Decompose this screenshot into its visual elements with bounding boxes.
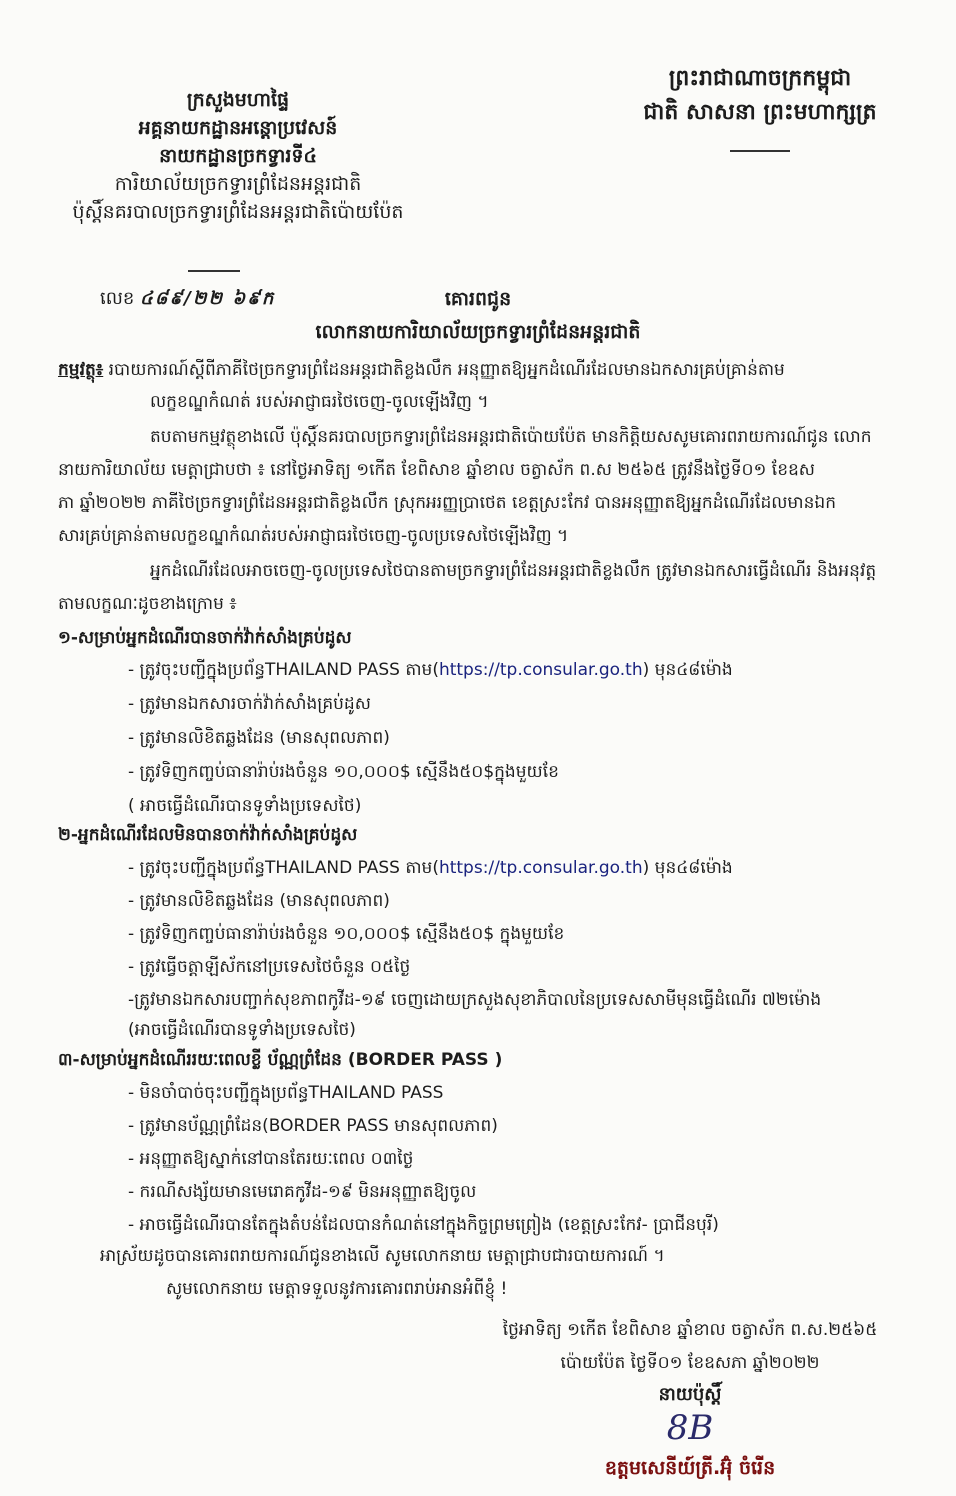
department-line: អគ្គនាយកដ្ឋានអន្តោប្រវេសន៍ bbox=[138, 117, 338, 139]
signatory-title: នាយប៉ុស្តិ៍ bbox=[658, 1384, 722, 1405]
kingdom-line: ព្រះរាជាណាចក្រកម្ពុជា bbox=[668, 66, 852, 91]
section-2-item bbox=[128, 854, 733, 882]
section-1-item: - ត្រូវទិញកញ្ចប់ធានារ៉ាប់រងចំនួន ១០,០០០$ ស្មើនឹង៥០$ក្នុងមួយខែ bbox=[128, 762, 559, 782]
kingdom-divider bbox=[730, 150, 790, 152]
thailand-pass-link[interactable]: https://tp.consular.go.th bbox=[438, 858, 643, 878]
section-1-item bbox=[128, 656, 733, 684]
thailand-pass-link[interactable]: https://tp.consular.go.th bbox=[438, 660, 643, 680]
section-2-heading: ២-អ្នកដំណើរដែលមិនបានចាក់វ៉ាក់សាំងគ្រប់ដូស bbox=[58, 825, 358, 845]
section-2-item: - ត្រូវធ្វើចត្តាឡីស័កនៅប្រទេសថៃចំនួន ០៥ថ្ងៃ bbox=[128, 957, 411, 977]
section-2-item: - ត្រូវទិញកញ្ចប់ធានារ៉ាប់រងចំនួន ១០,០០០$ ស្មើនឹង៥០$ ក្នុងមួយខែ bbox=[128, 924, 565, 944]
addressee-name: លោកនាយការិយាល័យច្រកទ្វារព្រំដែនអន្តរជាតិ bbox=[315, 321, 641, 343]
solar-date: ប៉ោយប៉ែត ថ្ងៃទី០១ ខែឧសភា ឆ្នាំ២០២២ bbox=[560, 1353, 820, 1373]
addressee-heading: គោរពជូន bbox=[444, 288, 512, 310]
subject-line-1 bbox=[58, 356, 785, 384]
motto-line: ជាតិ សាសនា ព្រះមហាក្សត្រ bbox=[643, 100, 877, 125]
intro-line-3: ភា ឆ្នាំ២០២២ ភាគីថៃច្រកទ្វារព្រំដែនអន្តរជាតិខ្លងលឹក ស្រុកអរញ្ញប្រាថេត ខេត្តស្រះកែវ បានអនុញ្ញាតឱ្យអ្នកដំណើរដែលមានឯក bbox=[58, 493, 836, 513]
intro-line-4: សារគ្រប់គ្រាន់តាមលក្ខខណ្ឌកំណត់របស់អាជ្ញាធរថៃចេញ-ចូលប្រទេសថៃឡើងវិញ ។ bbox=[58, 526, 569, 546]
intro-line-1: តបតាមកម្មវត្ថុខាងលើ ប៉ុស្តិ៍នគរបាលច្រកទ្វារព្រំដែនអន្តរជាតិប៉ោយប៉ែត មានកិត្តិយសសូមគោរពរាយការណ៍ជូន លោក bbox=[150, 427, 872, 447]
section-3-item: - មិនចាំបាច់ចុះបញ្ជីក្នុងប្រព័ន្ធTHAILAND PASS bbox=[128, 1083, 444, 1103]
section-1-heading: ១-សម្រាប់អ្នកដំណើរបានចាក់វ៉ាក់សាំងគ្រប់ដូស bbox=[58, 628, 352, 648]
section-3-item: - ករណីសង្ស័យមានមេរោគកូវីដ-១៩ មិនអនុញ្ញាតឱ្យចូល bbox=[128, 1182, 477, 1202]
section-3-item: - អនុញ្ញាតឱ្យស្នាក់នៅបានតែរយៈពេល ០៣ថ្ងៃ bbox=[128, 1149, 414, 1169]
subject-line-2: លក្ខខណ្ឌកំណត់ របស់អាជ្ញាធរថៃចេញ-ចូលឡើងវិញ ។ bbox=[150, 392, 489, 412]
subject-text-1: របាយការណ៍ស្តីពីភាគីថៃច្រកទ្វារព្រំដែនអន្តរជាតិខ្លងលឹក អនុញ្ញាតឱ្យអ្នកដំណើរដែលមានឯកសារគ្រប់គ្រាន់តាម bbox=[108, 360, 785, 380]
section-2-item: - ត្រូវមានលិខិតឆ្លងដែន (មានសុពលភាព) bbox=[128, 891, 390, 911]
section-3-item: - អាចធ្វើដំណើរបានតែក្នុងតំបន់ដែលបានកំណត់នៅក្នុងកិច្ចព្រមព្រៀង (ខេត្តស្រះកែវ- ប្រាជីនបុរី) bbox=[128, 1215, 719, 1235]
post-line: ប៉ុស្តិ៍នគរបាលច្រកទ្វារព្រំដែនអន្តរជាតិប៉ោយប៉ែត bbox=[72, 201, 404, 223]
intro-line-2: នាយការិយាល័យ មេត្តាជ្រាបថា ៖ នៅថ្ងៃអាទិត្យ ១កើត ខែពិសាខ ឆ្នាំខាល ចត្វាស័ក ព.ស ២៥៦៥ ត្រូវនឹងថ្ងៃទី០១ ខែឧស bbox=[58, 460, 815, 480]
kingdom-header bbox=[600, 62, 920, 130]
office-line: ការិយាល័យច្រកទ្វារព្រំដែនអន្តរជាតិ bbox=[114, 173, 362, 195]
reference-number: ៤៨៩/២២ ៦៩ក bbox=[140, 288, 276, 309]
reference-label: លេខ bbox=[100, 288, 135, 309]
section-3-heading: ៣-សម្រាប់អ្នកដំណើររយៈពេលខ្លី ប័ណ្ណព្រំដែន (BORDER PASS ) bbox=[58, 1050, 503, 1070]
section-1-item: - ត្រូវមានលិខិតឆ្លងដែន (មានសុពលភាព) bbox=[128, 728, 390, 748]
item-text: - ត្រូវចុះបញ្ជីក្នុងប្រព័ន្ធTHAILAND PASS តាម( bbox=[128, 858, 439, 878]
closing-line-2: សូមលោកនាយ មេត្តាទទួលនូវការគោរពរាប់អានអំពីខ្ញុំ ! bbox=[166, 1279, 508, 1299]
requirements-line-2: តាមលក្ខណៈដូចខាងក្រោម ៖ bbox=[58, 594, 237, 614]
item-text-end: ) មុន៤៨ម៉ោង bbox=[642, 858, 733, 878]
section-2-item: (អាចធ្វើដំណើរបានទូទាំងប្រទេសថៃ) bbox=[128, 1020, 356, 1040]
subject-label: កម្មវត្ថុ៖ bbox=[58, 360, 104, 380]
item-text-end: ) មុន៤៨ម៉ោង bbox=[642, 660, 733, 680]
ministry-divider bbox=[188, 270, 240, 272]
signatory-name: ឧត្តមសេនីយ៍ត្រី.អ៊ុំ ចំរើន bbox=[604, 1457, 776, 1479]
section-1-item: - ត្រូវមានឯកសារចាក់វ៉ាក់សាំងគ្រប់ដូស bbox=[128, 694, 371, 714]
section-3-item: - ត្រូវមានប័ណ្ណព្រំដែន(BORDER PASS មានសុពលភាព) bbox=[128, 1116, 498, 1136]
lunar-date: ថ្ងៃអាទិត្យ ១កើត ខែពិសាខ ឆ្នាំខាល ចត្វាស័ក ព.ស.២៥៦៥ bbox=[502, 1320, 878, 1340]
division-line: នាយកដ្ឋានច្រកទ្វារទី៤ bbox=[159, 145, 317, 167]
requirements-line-1: អ្នកដំណើរដែលអាចចេញ-ចូលប្រទេសថៃបានតាមច្រកទ្វារព្រំដែនអន្តរជាតិខ្លងលឹក ត្រូវមានឯកសារធ្វើដំណើរ និងអនុវត្ត bbox=[150, 561, 877, 581]
signature: 8B bbox=[666, 1408, 714, 1448]
ministry-header bbox=[0, 86, 476, 226]
item-text: - ត្រូវចុះបញ្ជីក្នុងប្រព័ន្ធTHAILAND PASS តាម( bbox=[128, 660, 439, 680]
section-2-item: -ត្រូវមានឯកសារបញ្ជាក់សុខភាពកូវីដ-១៩ ចេញដោយក្រសួងសុខាភិបាលនៃប្រទេសសាមីមុនធ្វើដំណើរ ៧២ម៉ោង bbox=[128, 990, 822, 1010]
closing-line-1: អាស្រ័យដូចបានគោរពរាយការណ៍ជូនខាងលើ សូមលោកនាយ មេត្តាជ្រាបជារបាយការណ៍ ។ bbox=[100, 1246, 665, 1266]
section-1-item: ( អាចធ្វើដំណើរបានទូទាំងប្រទេសថៃ) bbox=[128, 796, 362, 816]
ministry-line: ក្រសួងមហាផ្ទៃ bbox=[186, 89, 290, 111]
